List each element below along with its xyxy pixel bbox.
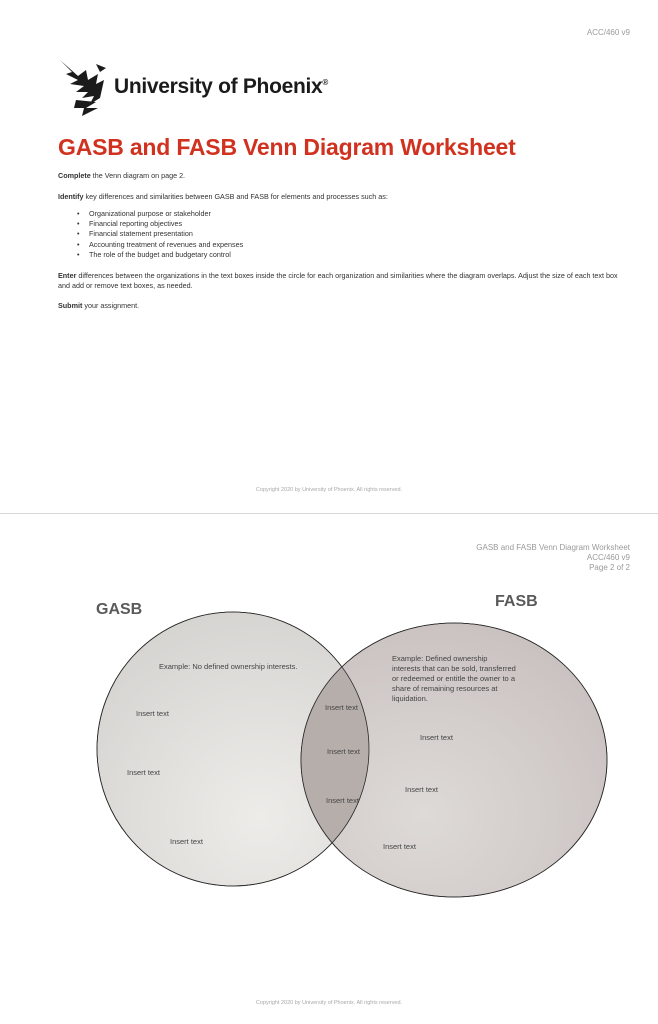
list-item: • Financial statement presentation <box>77 229 243 239</box>
list-item: • The role of the budget and budgetary control <box>77 250 243 260</box>
topic-list <box>77 209 243 260</box>
header-page-number: Page 2 of 2 <box>589 563 630 572</box>
overlap-insert-text[interactable]: Insert text <box>326 796 359 805</box>
overlap-insert-text[interactable]: Insert text <box>327 747 360 756</box>
fasb-insert-text[interactable]: Insert text <box>405 785 438 794</box>
instruction-submit: Submit your assignment. <box>58 301 140 310</box>
venn-diagram <box>0 600 658 920</box>
list-item: • Organizational purpose or stakeholder <box>77 209 243 219</box>
fasb-example-line[interactable]: interests that can be sold, transferred <box>392 664 516 673</box>
page-title: GASB and FASB Venn Diagram Worksheet <box>58 134 516 160</box>
page1-copyright: Copyright 2020 by University of Phoenix. All rights reserved. <box>255 487 403 493</box>
phoenix-bird-icon <box>56 58 108 116</box>
fasb-insert-text[interactable]: Insert text <box>420 733 453 742</box>
header-title: GASB and FASB Venn Diagram Worksheet <box>476 543 630 552</box>
gasb-insert-text[interactable]: Insert text <box>127 768 160 777</box>
fasb-label: FASB <box>495 593 538 610</box>
instruction-complete: Complete the Venn diagram on page 2. <box>58 171 186 180</box>
list-item: • Accounting treatment of revenues and expenses <box>77 240 243 250</box>
logo-wordmark: University of Phoenix® <box>114 75 329 98</box>
page2-header <box>476 543 630 573</box>
list-item: • Financial reporting objectives <box>77 219 243 229</box>
overlap-insert-text[interactable]: Insert text <box>325 703 358 712</box>
fasb-insert-text[interactable]: Insert text <box>383 842 416 851</box>
gasb-example-text[interactable]: Example: No defined ownership interests. <box>159 662 298 671</box>
header-code: ACC/460 v9 <box>586 553 630 562</box>
page2-copyright: Copyright 2020 by University of Phoenix. All rights reserved. <box>255 1000 403 1006</box>
gasb-insert-text[interactable]: Insert text <box>170 837 203 846</box>
gasb-insert-text[interactable]: Insert text <box>136 709 169 718</box>
instruction-enter: Enter differences between the organizations in the text boxes inside the circle for each organization and similarities where the diagram overlaps. Adjust the size of each text box and add or remove text boxes, as needed. <box>58 271 618 290</box>
gasb-label: GASB <box>96 601 143 618</box>
document-code: ACC/460 v9 <box>586 28 630 37</box>
fasb-example-line[interactable]: or redeemed or entitle the owner to a <box>392 674 515 683</box>
fasb-example-line[interactable]: Example: Defined ownership <box>392 654 488 663</box>
university-logo <box>56 58 328 116</box>
fasb-example-line[interactable]: liquidation. <box>392 694 428 703</box>
page-divider <box>0 513 658 514</box>
fasb-example-line[interactable]: share of remaining resources at <box>392 684 498 693</box>
instruction-identify: Identify key differences and similarities between GASB and FASB for elements and processes such as: <box>58 192 388 201</box>
